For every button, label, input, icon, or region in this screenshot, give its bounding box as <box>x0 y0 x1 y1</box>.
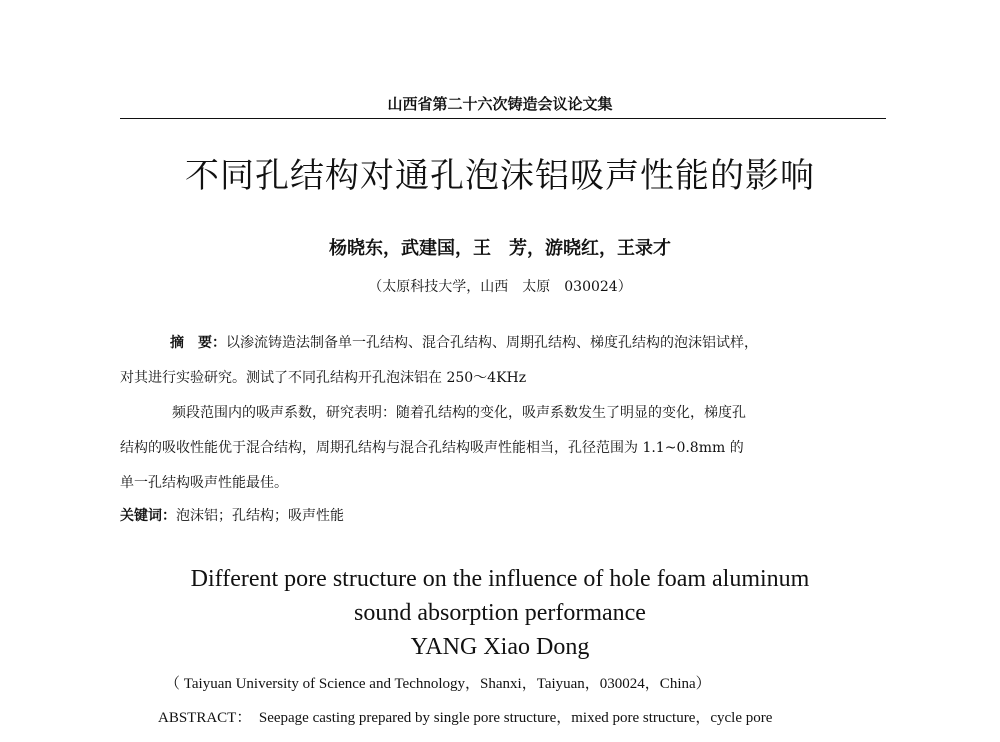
english-title-line-2: sound absorption performance <box>354 600 646 626</box>
abstract-cn-line-2: 对其进行实验研究。测试了不同孔结构开孔泡沫铝在 250～4KHz <box>120 370 527 386</box>
abstract-cn-label: 摘 要： <box>170 335 226 351</box>
abstract-cn-line-5: 单一孔结构吸声性能最佳。 <box>120 475 288 491</box>
abstract-cn-text-1: 以渗流铸造法制备单一孔结构、混合孔结构、周期孔结构、梯度孔结构的泡沫铝试样， <box>226 335 758 351</box>
proceedings-header: 山西省第二十六次铸造会议论文集 <box>387 95 613 113</box>
english-affiliation: （ Taiyuan University of Science and Technology，Shanxi，Taiyuan，030024，China） <box>165 676 711 692</box>
english-title-line-1: Different pore structure on the influence of hole foam aluminum <box>190 566 810 592</box>
keywords-cn <box>120 505 886 525</box>
header-rule <box>120 118 886 119</box>
keywords-label: 关键词： <box>120 508 176 524</box>
author-list: 杨晓东，武建国，王 芳，游晓红，王录才 <box>329 238 671 259</box>
english-abstract-text: Seepage casting prepared by single pore structure，mixed pore structure，cycle pore <box>258 710 773 726</box>
english-abstract-label: ABSTRACT： <box>158 710 252 726</box>
keywords-text: 泡沫铝；孔结构；吸声性能 <box>176 508 344 524</box>
abstract-cn-line-3: 频段范围内的吸声系数，研究表明：随着孔结构的变化，吸声系数发生了明显的变化，梯度孔 <box>172 405 746 421</box>
abstract-cn-line-4: 结构的吸收性能优于混合结构，周期孔结构与混合孔结构吸声性能相当，孔径范围为 1.1~0.8mm 的 <box>120 440 744 456</box>
english-author: YANG Xiao Dong <box>410 634 590 660</box>
abstract-cn-line-1 <box>170 332 936 352</box>
english-abstract <box>158 706 772 727</box>
paper-title: 不同孔结构对通孔泡沫铝吸声性能的影响 <box>185 156 815 196</box>
affiliation: （太原科技大学，山西 太原 030024） <box>368 279 632 295</box>
